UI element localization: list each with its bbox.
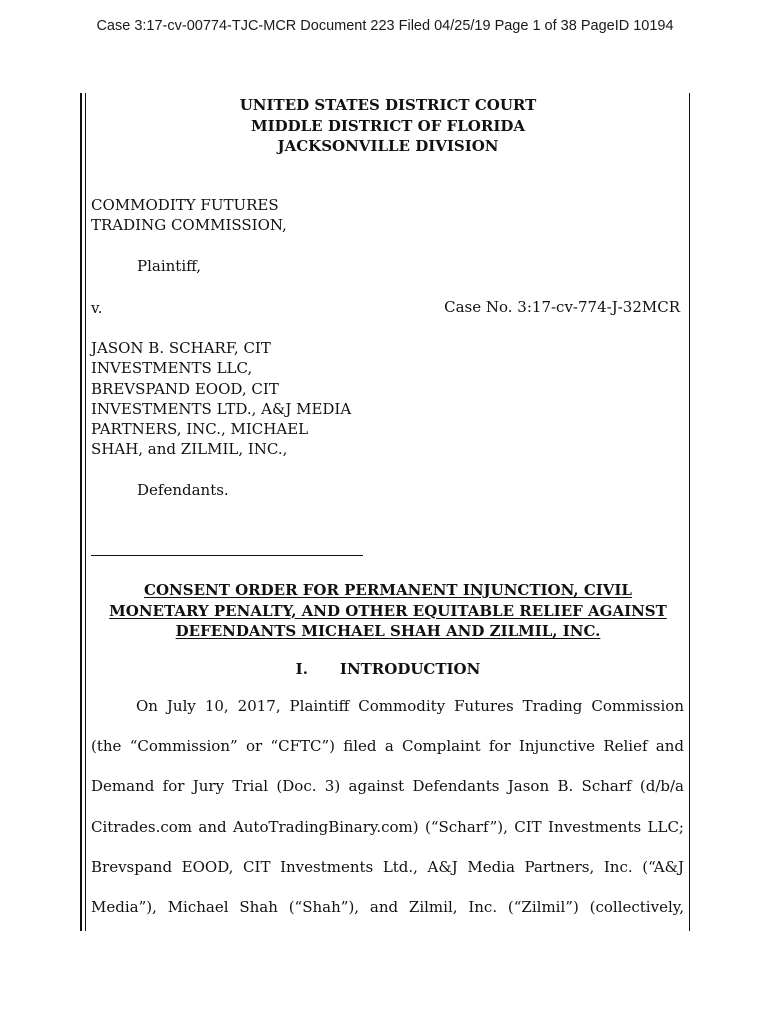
plaintiff-name-line: TRADING COMMISSION,: [91, 216, 287, 235]
left-margin-rule-thick: [80, 93, 82, 931]
plaintiff-role: Plaintiff,: [137, 257, 202, 275]
defendant-line: PARTNERS, INC., MICHAEL: [91, 420, 309, 439]
defendant-line: INVESTMENTS LTD., A&J MEDIA: [91, 399, 352, 418]
body-line: Demand for Jury Trial (Doc. 3) against Defendants Jason B. Scharf (d/b/a: [91, 777, 684, 795]
plaintiff-name-line: COMMODITY FUTURES: [91, 196, 279, 214]
section-title: INTRODUCTION: [339, 660, 481, 678]
document-title: [88, 580, 688, 642]
defendants-role: Defendants.: [137, 481, 229, 499]
body-line: Media”), Michael Shah (“Shah”), and Zilmil, Inc. (“Zilmil”) (collectively,: [91, 898, 684, 916]
left-margin-rule-thin: [85, 93, 86, 931]
body-line: (the “Commission” or “CFTC”) filed a Complaint for Injunctive Relief and: [91, 737, 684, 755]
defendant-line: JASON B. SCHARF, CIT: [91, 339, 271, 357]
body-line: Brevspand EOOD, CIT Investments Ltd., A&J Media Partners, Inc. (“A&J: [91, 858, 684, 876]
caption-divider-line: [91, 555, 363, 556]
section-number: I.: [295, 660, 308, 678]
title-line: MONETARY PENALTY, AND OTHER EQUITABLE RELIEF AGAINST: [109, 601, 667, 620]
defendants-list: [91, 338, 351, 460]
plaintiff-name: [91, 195, 287, 236]
title-line: CONSENT ORDER FOR PERMANENT INJUNCTION, CIVIL: [144, 581, 632, 599]
court-division-line: JACKSONVILLE DIVISION: [277, 137, 499, 155]
defendant-line: SHAH, and ZILMIL, INC.,: [91, 440, 288, 459]
case-number: Case No. 3:17-cv-774-J-32MCR: [444, 298, 680, 316]
section-heading: [90, 660, 686, 678]
body-line: Citrades.com and AutoTradingBinary.com) (“Scharf”), CIT Investments LLC;: [91, 818, 684, 836]
right-margin-rule: [689, 93, 690, 931]
court-district-line: MIDDLE DISTRICT OF FLORIDA: [251, 116, 525, 135]
case-header: Case 3:17-cv-00774-TJC-MCR Document 223 Filed 04/25/19 Page 1 of 38 PageID 10194: [96, 18, 674, 34]
title-line: DEFENDANTS MICHAEL SHAH AND ZILMIL, INC.: [175, 622, 601, 640]
body-line: On July 10, 2017, Plaintiff Commodity Futures Trading Commission: [136, 697, 684, 715]
defendant-line: BREVSPAND EOOD, CIT: [91, 379, 279, 398]
defendant-line: INVESTMENTS LLC,: [91, 359, 253, 378]
versus: v.: [91, 299, 103, 317]
court-name-line: UNITED STATES DISTRICT COURT: [239, 96, 537, 114]
court-name-block: [90, 95, 686, 157]
